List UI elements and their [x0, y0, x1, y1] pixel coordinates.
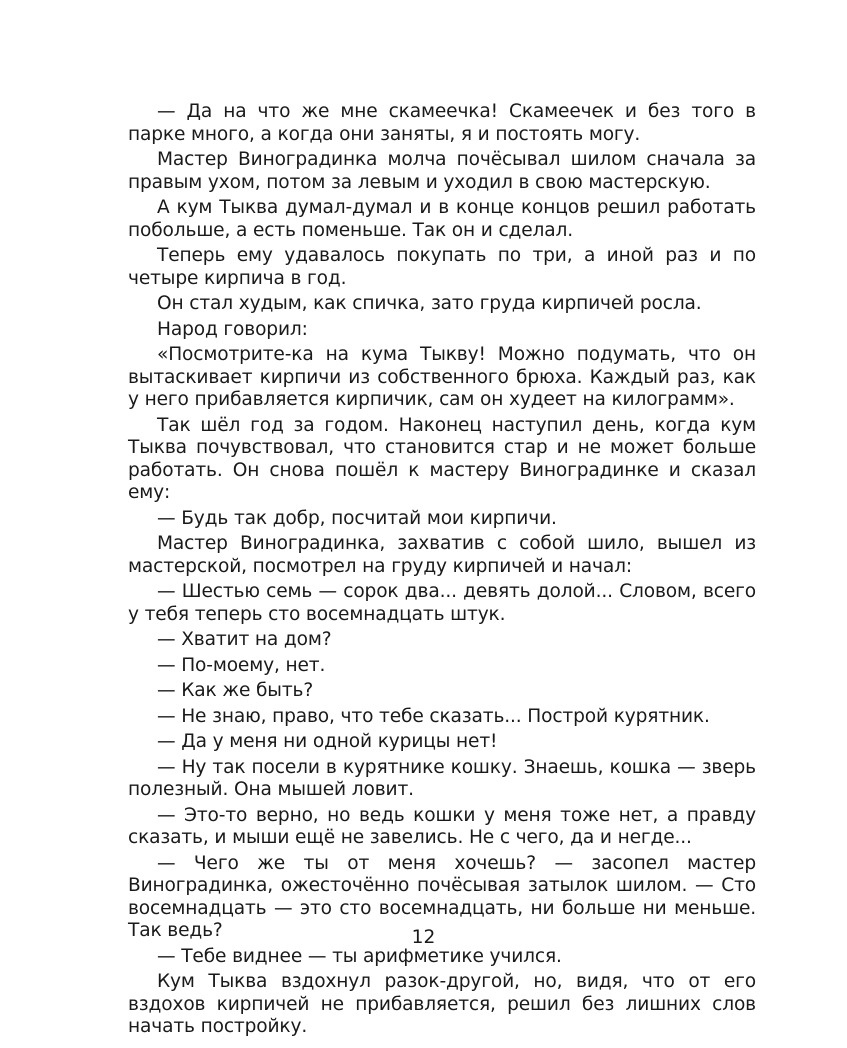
- paragraph: — Чего же ты от меня хочешь? — засопел мастер Виноградинка, ожесточённо почёсывая затылок шилом. — Сто восемнадцать — это сто восемнадцать, ни больше ни меньше. Так ведь?: [128, 852, 756, 941]
- paragraph: А кум Тыква думал-думал и в конце концов решил работать побольше, а есть поменьше. Так он и сделал.: [128, 197, 756, 241]
- paragraph: — Это-то верно, но ведь кошки у меня тоже нет, а правду сказать, и мыши ещё не завелись. Не с чего, да и негде...: [128, 804, 756, 848]
- paragraph: — Как же быть?: [157, 680, 314, 701]
- paragraph: — Шестью семь — сорок два... девять долой... Словом, всего у тебя теперь сто восемнадцать штук.: [128, 581, 756, 625]
- paragraph: Мастер Виноградинка, захватив с собой шило, вышел из мастерской, посмотрел на груду кирпичей и начал:: [128, 533, 756, 577]
- paragraph: Теперь ему удавалось покупать по три, а иной раз и по четыре кирпича в год.: [128, 245, 756, 289]
- paragraph: — Ну так посели в курятнике кошку. Знаешь, кошка — зверь полезный. Она мышей ловит.: [128, 756, 756, 800]
- paragraph: — Да у меня ни одной курицы нет!: [157, 731, 498, 752]
- paragraph: — Будь так добр, посчитай мои кирпичи.: [157, 507, 557, 529]
- paragraph: — Хватит на дом?: [157, 629, 332, 650]
- paragraph: Мастер Виноградинка молча почёсывал шилом сначала за правым ухом, потом за левым и уходил в свою мастерскую.: [128, 149, 756, 193]
- paragraph: «Посмотрите-ка на кума Тыкву! Можно подумать, что он вытаскивает кирпичи из собственного брюха. Каждый раз, как у него прибавляется кирпичик, сам он худеет на килограмм».: [128, 344, 756, 410]
- paragraph: Он стал худым, как спичка, зато груда кирпичей росла.: [157, 293, 702, 314]
- paragraph: — Тебе виднее — ты арифметике учился.: [157, 945, 562, 967]
- paragraph: — По-моему, нет.: [157, 654, 326, 676]
- paragraph: — Да на что же мне скамеечка! Скамеечек и без того в парке много, а когда они заняты, я и постоять могу.: [128, 101, 756, 145]
- paragraph: — Не знаю, право, что тебе сказать... Построй курятник.: [157, 705, 710, 727]
- paragraph: Кум Тыква вздохнул разок-другой, но, видя, что от его вздохов кирпичей не прибавляется, решил без лишних слов начать постройку.: [128, 971, 756, 1037]
- paragraph: Народ говорил:: [157, 318, 308, 340]
- paragraph: Так шёл год за годом. Наконец наступил день, когда кум Тыква почувствовал, что становится стар и не может больше работать. Он снова пошёл к мастеру Виноградинке и сказал ему:: [128, 414, 756, 503]
- page-body: [128, 101, 756, 1042]
- page-number: 12: [411, 927, 436, 948]
